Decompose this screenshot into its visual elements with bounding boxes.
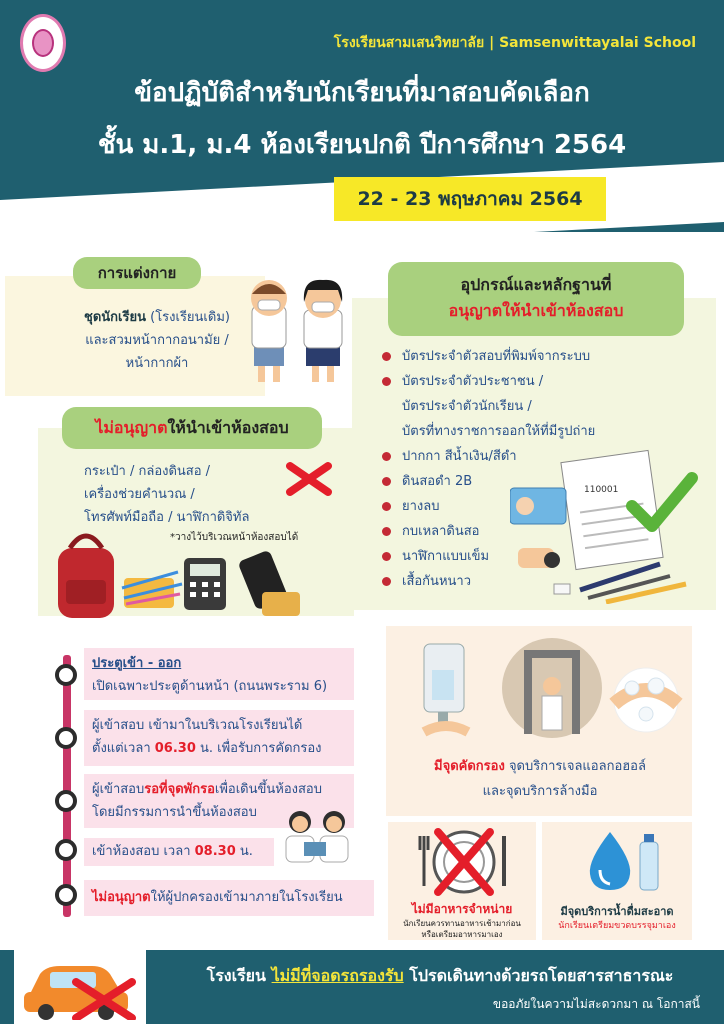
allowed-item-text: กบเหลาดินสอ [402,524,480,539]
allowed-item-text: เสื้อกันหนาว [402,574,471,589]
water-sub: นักเรียนเตรียมขวดบรรจุมาเอง [558,921,676,931]
prohibited-heading [62,407,322,449]
allowed-item-text: บัตรประจำตัวนักเรียน / [402,399,532,414]
wait-line2: โดยมีกรรมการนำขึ้นห้องสอบ [92,805,257,820]
food-title: ไม่มีอาหารจำหน่าย [411,902,513,916]
page-subtitle: ชั้น ม.1, ม.4 ห้องเรียนปกติ ปีการศึกษา 2564 [97,130,627,160]
exam-time-suffix: น. [235,844,253,859]
allowed-item-text: บัตรประจำตัวประชาชน / [402,374,544,389]
dress-text [52,306,262,375]
exam-time-prefix: เข้าห้องสอบ เวลา [92,844,195,859]
entry-time: 06.30 [154,741,196,756]
water-title: มีจุดบริการน้ำดื่มสะอาด [560,905,674,918]
students-icon [240,276,352,388]
screening-line1 [392,754,688,779]
prohibited-items-icon [50,528,306,620]
gate-text: เปิดเฉพาะประตูด้านหน้า (ถนนพระราม 6) [92,679,328,694]
parent-line [92,886,366,909]
prohibited-heading-rest: ให้นำเข้าห้องสอบ [167,418,289,437]
allowed-heading-line1: อุปกรณ์และหลักฐานที่ [460,275,612,294]
allowed-item-text: ยางลบ [402,499,440,514]
allowed-item-text: บัตรที่ทางราชการออกให้ที่มีรูปถ่าย [402,424,596,439]
allowed-item-text: บัตรประจำตัวสอบที่พิมพ์จากระบบ [402,349,591,364]
prohibited-note: *วางไว้บริเวณหน้าห้องสอบได้ [170,532,299,543]
exam-time: 08.30 [194,844,236,859]
allowed-heading-line2: อนุญาตให้นำเข้าห้องสอบ [448,301,624,320]
timeline-bar [63,655,71,917]
allowed-item [382,369,702,394]
no-food-icon [416,826,512,896]
timeline-node [55,790,77,812]
timeline-node [55,727,77,749]
prohibited-list [84,460,304,529]
wait-line1 [92,778,346,801]
allowed-item-text: ดินสอดำ 2B [402,474,473,489]
parking-suffix: โปรดเดินทางด้วยรถโดยสารสาธารณะ [403,966,674,985]
parent-rest: ให้ผู้ปกครองเข้ามาภายในโรงเรียน [150,890,343,905]
timeline-node [55,839,77,861]
gate-box [84,648,354,700]
food-sub2: หรือเตรียมอาหารมาเอง [421,930,503,939]
waiting-students-icon [280,806,358,866]
school-logo [20,14,66,72]
allowed-item-text: ปากกา สีน้ำเงิน/สีดำ [402,449,517,464]
allowed-item [382,344,702,369]
wait-prefix: ผู้เข้าสอบ [92,782,145,797]
exam-card-number: 110001 [584,485,619,495]
water-icon [584,828,668,896]
timeline-node [55,884,77,906]
dress-cloth-mask: หน้ากากผ้า [125,356,189,371]
wait-suffix: เพื่อเดินขึ้นห้องสอบ [214,782,322,797]
exam-date: 22 - 23 พฤษภาคม 2564 [334,177,606,221]
prohibited-line-3: โทรศัพท์มือถือ / นาฬิกาดิจิทัล [84,510,250,525]
exam-time-box [84,838,274,866]
parking-prefix: โรงเรียน [206,966,272,985]
prohibited-line-2: เครื่องช่วยคำนวณ / [84,487,195,502]
water-text [544,904,690,933]
parent-not-allowed: ไม่อนุญาต [92,890,151,905]
parent-box [84,880,374,916]
dress-uniform-note: (โรงเรียนเดิม) [145,310,230,325]
entry-line2 [92,737,346,760]
parking-highlight: ไม่มีที่จอดรถรองรับ [271,966,404,985]
wait-point: รอที่จุดพักรอ [144,782,215,797]
apology-text: ขออภัยในความไม่สะดวกมา ณ โอกาสนี้ [492,997,700,1011]
page-title: ข้อปฏิบัติสำหรับนักเรียนที่มาสอบคัดเลือก [134,78,590,108]
dress-uniform: ชุดนักเรียน [84,310,146,325]
screening-point: มีจุดคัดกรอง [434,759,505,774]
entry-box [84,710,354,766]
screening-text [392,754,688,804]
timeline-node [55,664,77,686]
allowed-item-continuation [382,419,702,444]
allowed-heading [388,262,684,336]
screening-icon [402,636,684,740]
screening-line2: และจุดบริการล้างมือ [482,784,598,799]
allowed-item-continuation [382,394,702,419]
dress-heading: การแต่งกาย [73,257,201,289]
prohibited-line-1: กระเป๋า / กล่องดินสอ / [84,464,211,479]
entry-line1: ผู้เข้าสอบ เข้ามาในบริเวณโรงเรียนได้ [92,718,303,733]
food-sub1: นักเรียนควรทานอาหารเช้ามาก่อน [403,919,521,928]
prohibited-heading-red: ไม่อนุญาต [95,418,168,437]
parking-notice [170,964,710,989]
allowed-item-text: นาฬิกาแบบเข็ม [402,549,490,564]
screening-gel: จุดบริการเจลแอลกอฮอล์ [504,759,646,774]
food-text [390,900,534,940]
entry-time-prefix: ตั้งแต่เวลา [92,741,155,756]
entry-time-suffix: น. เพื่อรับการคัดกรอง [195,741,322,756]
cross-icon [284,462,334,496]
exam-time-line [92,840,266,863]
school-name: โรงเรียนสามเสนวิทยาลัย | Samsenwittayalai School [333,35,696,51]
gate-title: ประตูเข้า - ออก [92,656,182,671]
allowed-items-icon [510,448,710,604]
dress-mask: และสวมหน้ากากอนามัย / [85,333,229,348]
